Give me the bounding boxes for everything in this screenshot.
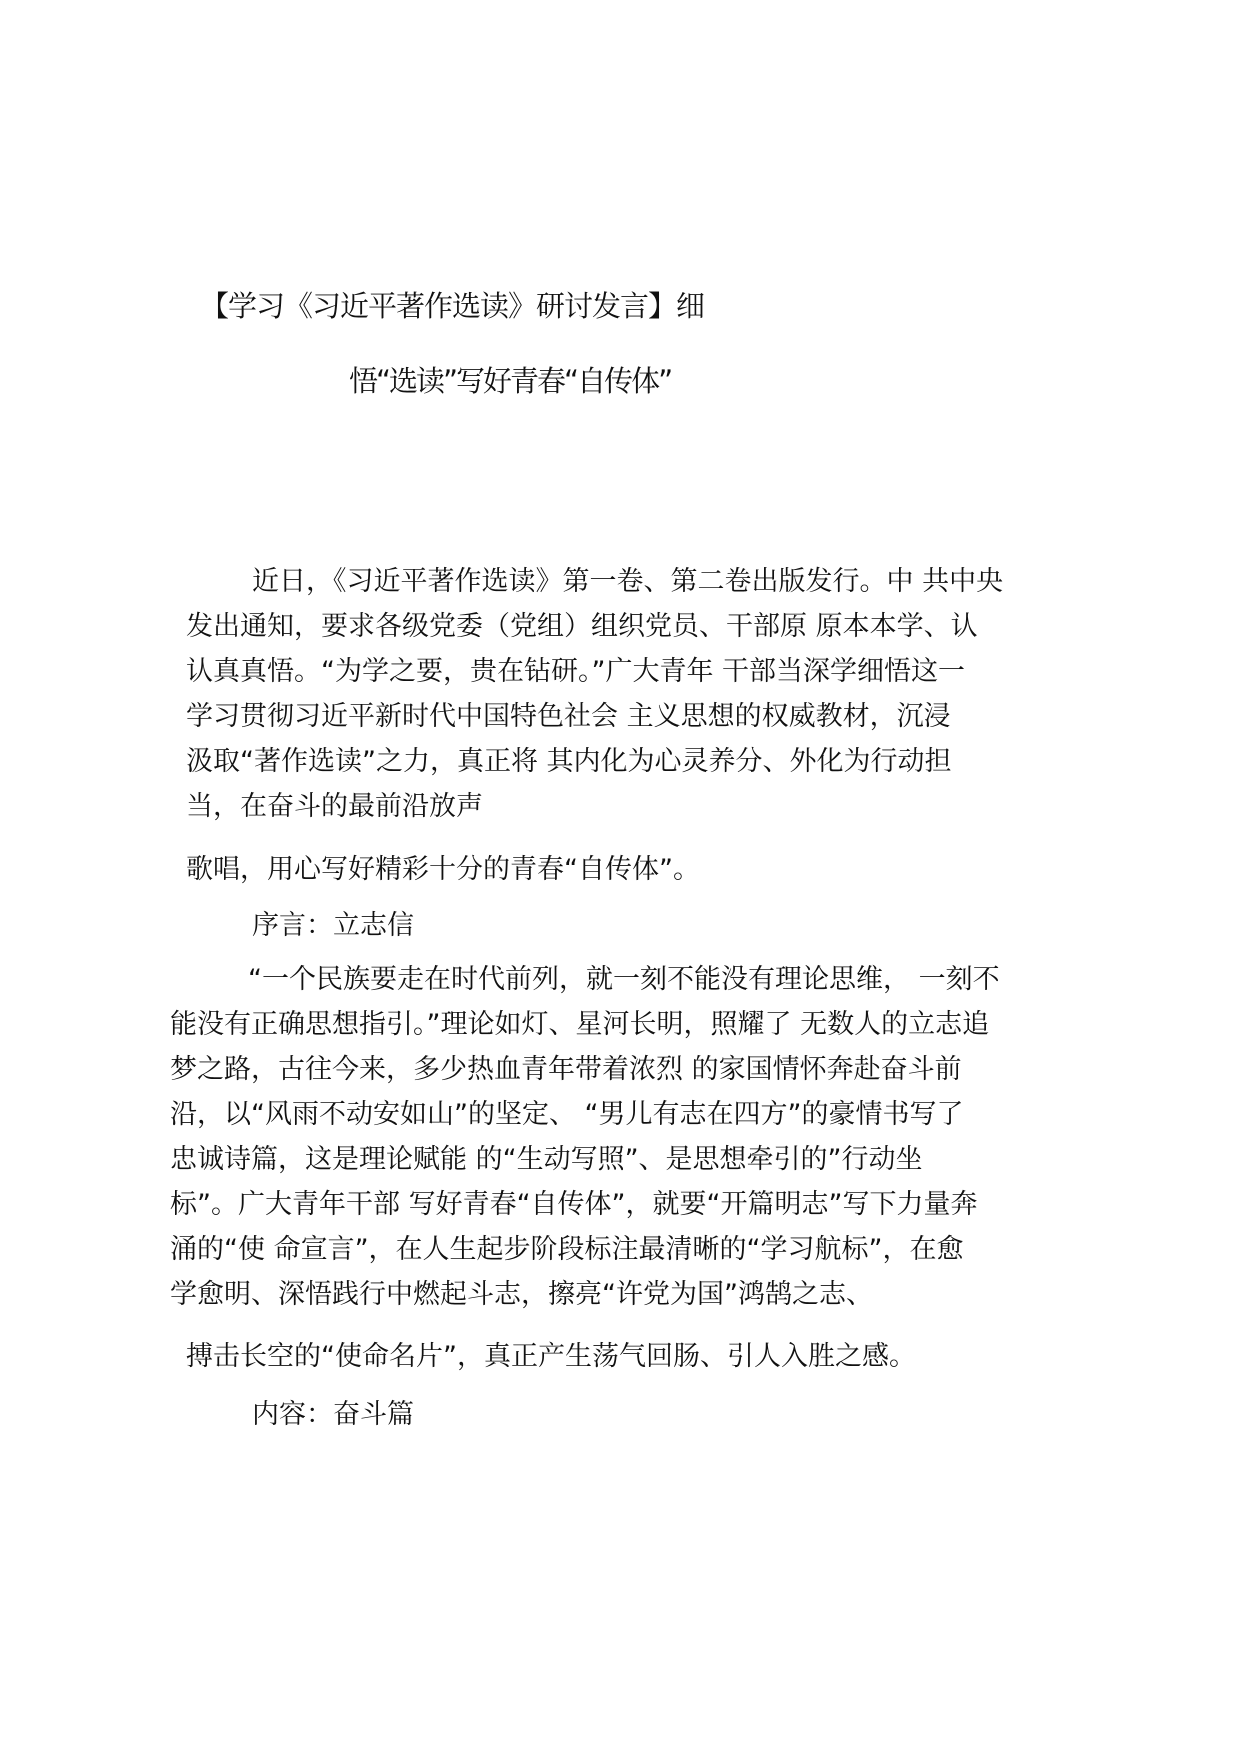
preface-line: 学愈明、深悟践行中燃起斗志，擦亮“许党为国”鸿鹄之志、	[170, 1279, 873, 1310]
intro-line: 认真真悟。“为学之要，贵在钻研。”广大青年 干部当深学细悟这一	[186, 656, 966, 687]
intro-line: 当，在奋斗的最前沿放声	[186, 791, 483, 822]
preface-line: 涌的“使 命宣言”，在人生起步阶段标注最清晰的“学习航标”，在愈	[170, 1234, 964, 1265]
document-title-line-2: 悟“选读”写好青春“自传体”	[349, 364, 672, 398]
preface-line: 标”。广大青年干部 写好青春“自传体”，就要“开篇明志”写下力量奔	[170, 1189, 978, 1220]
document-title-line-1: 【学习《习近平著作选读》研讨发言】细	[200, 289, 705, 323]
intro-line: 歌唱，用心写好精彩十分的青春“自传体”。	[186, 854, 700, 885]
intro-line: 发出通知，要求各级党委（党组）组织党员、干部原 原本本学、认	[186, 611, 978, 642]
preface-line: 忠诚诗篇，这是理论赋能 的“生动写照”、是思想牵引的”行动坐	[170, 1144, 923, 1175]
intro-line: 汲取“著作选读”之力，真正将 其内化为心灵养分、外化为行动担	[186, 746, 952, 777]
intro-line: 学习贯彻习近平新时代中国特色社会 主义思想的权威教材，沉浸	[186, 701, 951, 732]
preface-line: 梦之路，古往今来，多少热血青年带着浓烈 的家国情怀奔赴奋斗前	[170, 1054, 962, 1085]
preface-line: 能没有正确思想指引。”理论如灯、星河长明，照耀了 无数人的立志追	[170, 1009, 990, 1040]
section-heading-preface: 序言：立志信	[252, 910, 414, 941]
intro-line: 近日，《习近平著作选读》第一卷、第二卷出版发行。中 共中央	[252, 566, 1004, 597]
preface-line: “一个民族要走在时代前列，就一刻不能没有理论思维， 一刻不	[248, 964, 1000, 995]
preface-line: 沿，以“风雨不动安如山”的坚定、 “男儿有志在四方”的豪情书写了	[170, 1099, 964, 1130]
section-heading-content: 内容：奋斗篇	[252, 1399, 414, 1430]
preface-line: 搏击长空的“使命名片”，真正产生荡气回肠、引人入胜之感。	[186, 1341, 916, 1372]
